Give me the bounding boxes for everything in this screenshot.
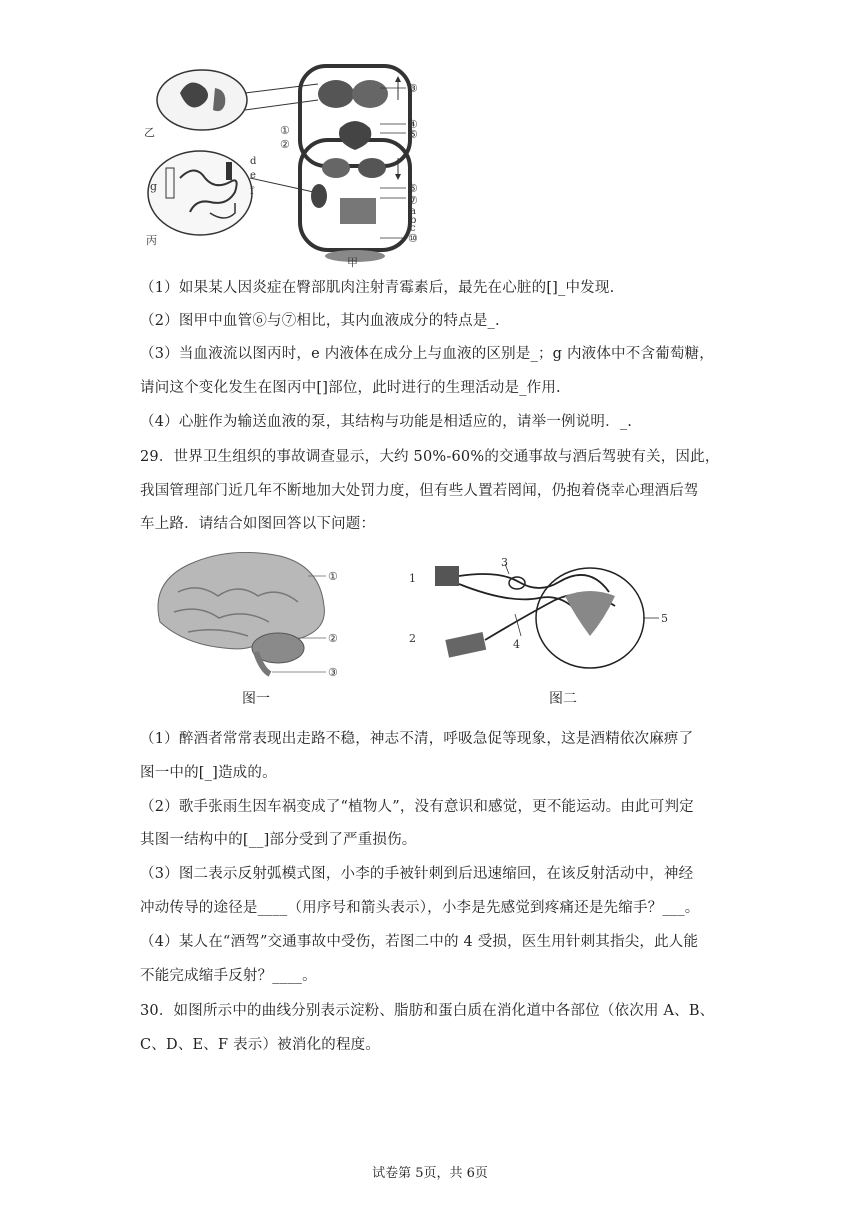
brain-label-3: ③ [328,666,338,679]
q29-intro-1: 29．世界卫生组织的事故调查显示，大约 50%-60%的交通事故与酒后驾驶有关，因此， [140,449,720,465]
q29-line-8: 不能完成缩手反射？____。 [140,968,317,984]
q28-line-3: （3）当血液流以图丙时，e 内液体在成分上与血液的区别是_；g 内液体中不含葡萄糖， [140,346,714,362]
brain-label-2: ② [328,632,338,645]
reflex-caption: 图二 [549,691,577,707]
label-3: ③ [408,82,418,95]
label-g: g [150,180,158,193]
q29-line-5: （3）图二表示反射弧模式图，小李的手被针刺到后迅速缩回，在该反射活动中，神经 [140,866,694,882]
q29-intro-2: 我国管理部门近几年不断地加大处罚力度，但有些人置若罔闻，仍抱着侥幸心理酒后驾 [140,483,699,499]
q29-line-2: 图一中的[_]造成的。 [140,765,277,781]
reflex-label-3: 3 [501,556,508,569]
q29-line-3: （2）歌手张雨生因车祸变成了“植物人”，没有意识和感觉，更不能运动。由此可判定 [140,799,694,815]
brain-figure [148,552,358,684]
label-yi: 乙 [144,126,155,139]
q30-line-1: 30．如图所示中的曲线分别表示淀粉、脂肪和蛋白质在消化道中各部位（依次用 A、B、 [140,1003,715,1019]
brain-caption: 图一 [242,691,270,707]
q29-line-6: 冲动传导的途径是____（用序号和箭头表示），小李是先感觉到疼痛还是先缩手？___。 [140,900,700,916]
q29-intro-3: 车上路．请结合如图回答以下问题： [140,516,376,532]
brain-label-1: ① [328,570,338,583]
label-10: ⑩ [408,232,418,245]
q28-line-5: （4）心脏作为输送血液的泵，其结构与功能是相适应的，请举一例说明．_. [140,414,633,430]
reflex-label-2: 2 [409,632,416,645]
label-f: f [250,186,254,197]
q30-line-2: C、D、E、F 表示）被消化的程度。 [140,1037,381,1053]
label-bing: 丙 [146,234,157,247]
label-7: ⑦ [408,194,418,207]
label-4: ④ [408,118,418,131]
circulation-figure [140,58,440,268]
reflex-label-1: 1 [409,572,416,585]
label-c: c [410,223,416,234]
label-jia: 甲 [347,256,358,268]
reflex-label-5: 5 [661,612,668,625]
q28-line-4: 请问这个变化发生在图丙中[]部位，此时进行的生理活动是_作用. [140,380,561,396]
label-d: d [250,156,257,167]
q29-line-4: 其图一结构中的[__]部分受到了严重损伤。 [140,832,417,848]
label-6: ⑥ [408,182,418,195]
label-e: e [250,170,256,181]
page-footer: 试卷第 5页，共 6页 [372,1166,488,1181]
label-2: ② [280,138,290,151]
reflex-arc-figure [405,556,675,688]
label-5: ⑤ [408,128,418,141]
q29-line-7: （4）某人在“酒驾”交通事故中受伤，若图二中的 4 受损，医生用针刺其指尖，此人能 [140,934,699,950]
reflex-label-4: 4 [513,638,520,651]
q29-line-1: （1）醉酒者常常表现出走路不稳，神志不清，呼吸急促等现象，这是酒精依次麻痹了 [140,731,694,747]
label-a: a [410,206,416,217]
label-1: ① [280,124,290,137]
q28-line-1: （1）如果某人因炎症在臀部肌肉注射青霉素后，最先在心脏的[]_中发现. [140,280,615,296]
q28-line-2: （2）图甲中血管⑥与⑦相比，其内血液成分的特点是_. [140,313,500,329]
label-b: b [410,215,417,226]
